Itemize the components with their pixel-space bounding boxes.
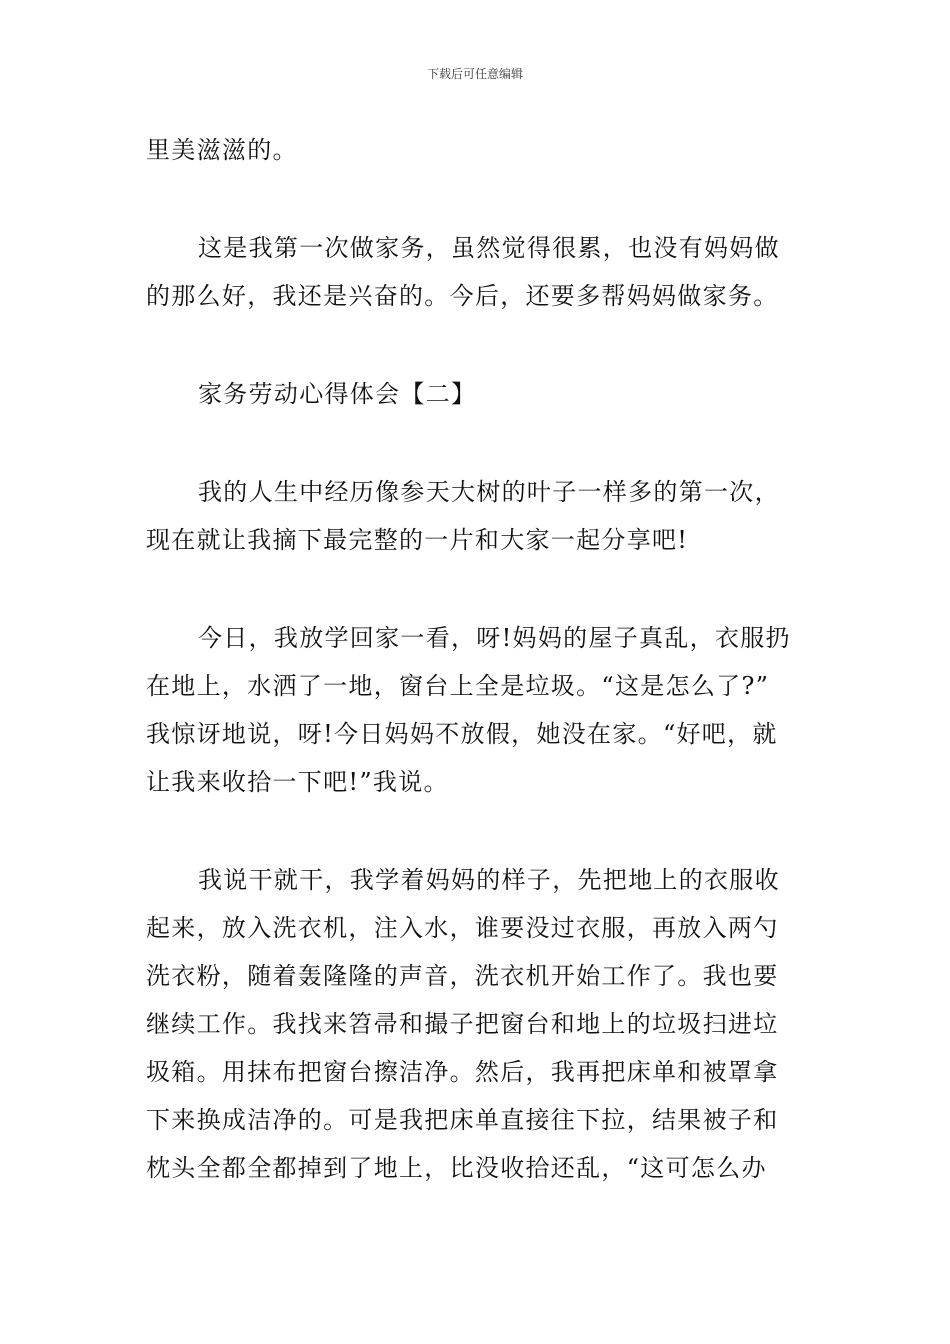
paragraph [146, 468, 810, 564]
paragraph [146, 614, 810, 806]
paragraph-gap [146, 418, 810, 468]
text-line: 让我来收拾一下吧!”我说。 [146, 768, 449, 796]
paragraph-gap [146, 806, 810, 856]
text-line: 在地上，水洒了一地，窗台上全是垃圾。“这是怎么了?” [146, 672, 770, 700]
text-line: 我说干就干，我学着妈妈的样子，先把地上的衣服收 [198, 866, 780, 894]
text-line: 继续工作。我找来笤帚和撮子把窗台和地上的垃圾扫进垃 [146, 1010, 779, 1038]
paragraph [146, 126, 810, 174]
text-line: 下来换成洁净的。可是我把床单直接往下拉，结果被子和 [146, 1106, 779, 1134]
text-line: 的那么好，我还是兴奋的。今后，还要多帮妈妈做家务。 [146, 282, 779, 310]
text-line: 我的人生中经历像参天大树的叶子一样多的第一次， [198, 478, 780, 506]
paragraph-gap [146, 320, 810, 370]
text-line: 现在就让我摘下最完整的一片和大家一起分享吧! [146, 526, 689, 554]
paragraph-gap [146, 564, 810, 614]
text-line: 洗衣粉，随着轰隆隆的声音，洗衣机开始工作了。我也要 [146, 962, 779, 990]
text-line: 里美滋滋的。 [146, 136, 298, 164]
document-body [146, 126, 810, 1192]
text-line: 这是我第一次做家务，虽然觉得很累，也没有妈妈做 [198, 234, 780, 262]
paragraph [146, 856, 810, 1192]
paragraph [146, 224, 810, 320]
text-line: 我惊讶地说，呀!今日妈妈不放假，她没在家。“好吧，就 [146, 720, 778, 748]
page-header: 下载后可任意编辑 [426, 67, 523, 81]
section-heading [146, 370, 810, 418]
text-line: 起来，放入洗衣机，注入水，谁要没过衣服，再放入两勺 [146, 914, 779, 942]
text-line: 枕头全都全都掉到了地上，比没收拾还乱，“这可怎么办 [146, 1154, 767, 1182]
text-line: 圾箱。用抹布把窗台擦洁净。然后，我再把床单和被罩拿 [146, 1058, 779, 1086]
text-line: 今日，我放学回家一看，呀!妈妈的屋子真乱，衣服扔 [198, 624, 791, 652]
paragraph-gap [146, 174, 810, 224]
heading-text: 家务劳动心得体会【二】 [198, 380, 477, 408]
